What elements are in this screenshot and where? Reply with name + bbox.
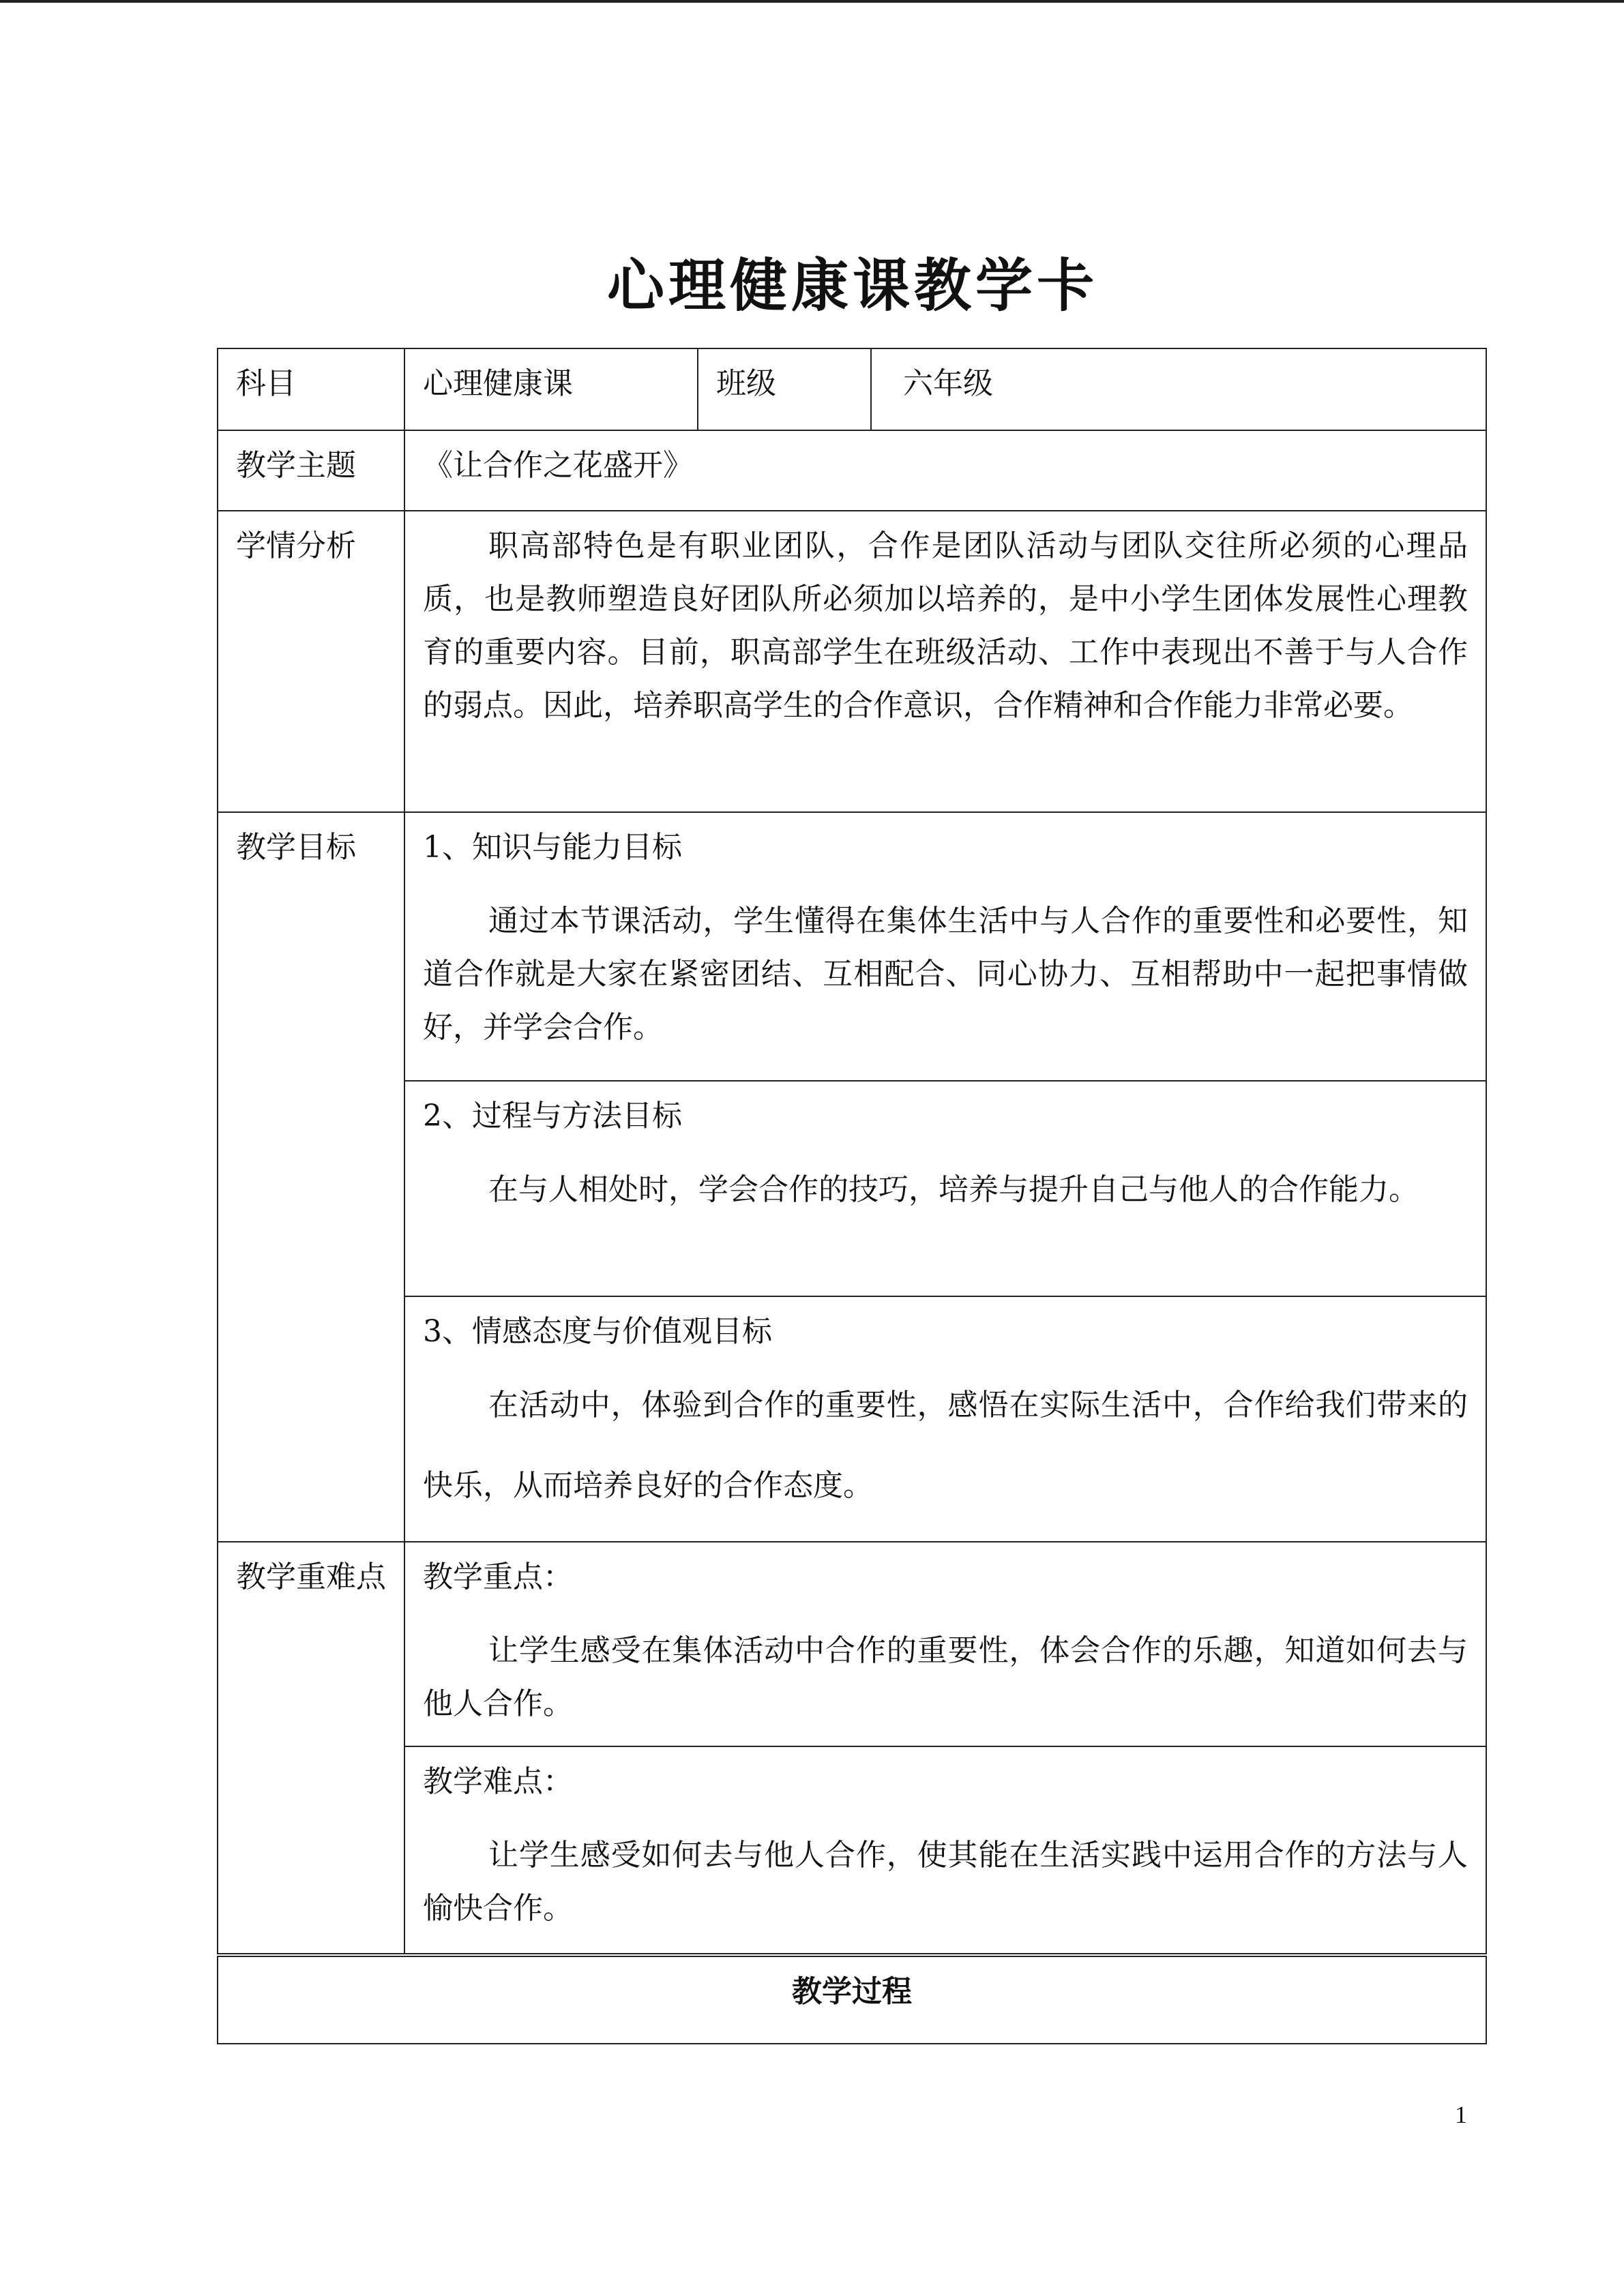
row-analysis xyxy=(218,511,1486,812)
row-keypoint xyxy=(218,1542,1486,1746)
analysis-text: 职高部特色是有职业团队，合作是团队活动与团队交往所必须的心理品质，也是教师塑造良好团队所必须加以培养的，是中小学生团体发展性心理教育的重要内容。目前，职高部学生在班级活动、工作中表现出不善于与人合作的弱点。因此，培养职高学生的合作意识，合作精神和合作能力非常必要。 xyxy=(423,528,1468,723)
top-border-line xyxy=(0,0,1624,3)
goal-1-text: 通过本节课活动，学生懂得在集体生活中与人合作的重要性和必要性，知道合作就是大家在紧密团结、互相配合、同心协力、互相帮助中一起把事情做好，并学会合作。 xyxy=(423,904,1468,1045)
row-goal-1 xyxy=(218,812,1486,1081)
theme-label: 教学主题 xyxy=(218,430,404,511)
goal-2-cell xyxy=(404,1081,1486,1296)
row-theme xyxy=(218,430,1486,511)
keypoint-text: 让学生感受在集体活动中合作的重要性，体会合作的乐趣，知道如何去与他人合作。 xyxy=(423,1633,1468,1721)
goal-3-cell xyxy=(404,1296,1486,1542)
keypoint-heading: 教学重点： xyxy=(423,1560,573,1594)
class-label: 班级 xyxy=(698,348,871,430)
goal-2-heading: 2、过程与方法目标 xyxy=(423,1099,682,1133)
goal-1-heading: 1、知识与能力目标 xyxy=(423,830,682,865)
class-value: 六年级 xyxy=(871,348,1486,430)
goal-3-heading: 3、情感态度与价值观目标 xyxy=(423,1314,772,1349)
keypoints-label: 教学重难点 xyxy=(218,1542,404,1955)
goal-2-text: 在与人相处时，学会合作的技巧，培养与提升自己与他人的合作能力。 xyxy=(488,1172,1419,1207)
teaching-card-table xyxy=(217,348,1486,2044)
difficulty-cell xyxy=(404,1746,1486,1955)
analysis-label: 学情分析 xyxy=(218,511,404,812)
row-goal-3 xyxy=(218,1296,1486,1542)
goal-1-cell xyxy=(404,812,1486,1081)
analysis-cell xyxy=(404,511,1486,812)
keypoint-cell xyxy=(404,1542,1486,1746)
difficulty-text: 让学生感受如何去与他人合作，使其能在生活实践中运用合作的方法与人愉快合作。 xyxy=(423,1838,1468,1926)
row-difficulty xyxy=(218,1746,1486,1955)
theme-value: 《让合作之花盛开》 xyxy=(404,430,1486,511)
goal-3-text: 在活动中，体验到合作的重要性，感悟在实际生活中，合作给我们带来的快乐，从而培养良好的合作态度。 xyxy=(423,1388,1468,1503)
page-title: 心理健康课教学卡 xyxy=(606,252,1098,319)
subject-label: 科目 xyxy=(218,348,404,430)
difficulty-heading: 教学难点： xyxy=(423,1764,573,1799)
row-subject xyxy=(218,348,1486,430)
subject-value: 心理健康课 xyxy=(404,348,698,430)
goals-label: 教学目标 xyxy=(218,812,404,1542)
row-process xyxy=(218,1955,1486,2044)
process-heading: 教学过程 xyxy=(218,1955,1486,2044)
page-number: 1 xyxy=(1455,2101,1467,2128)
row-goal-2 xyxy=(218,1081,1486,1296)
